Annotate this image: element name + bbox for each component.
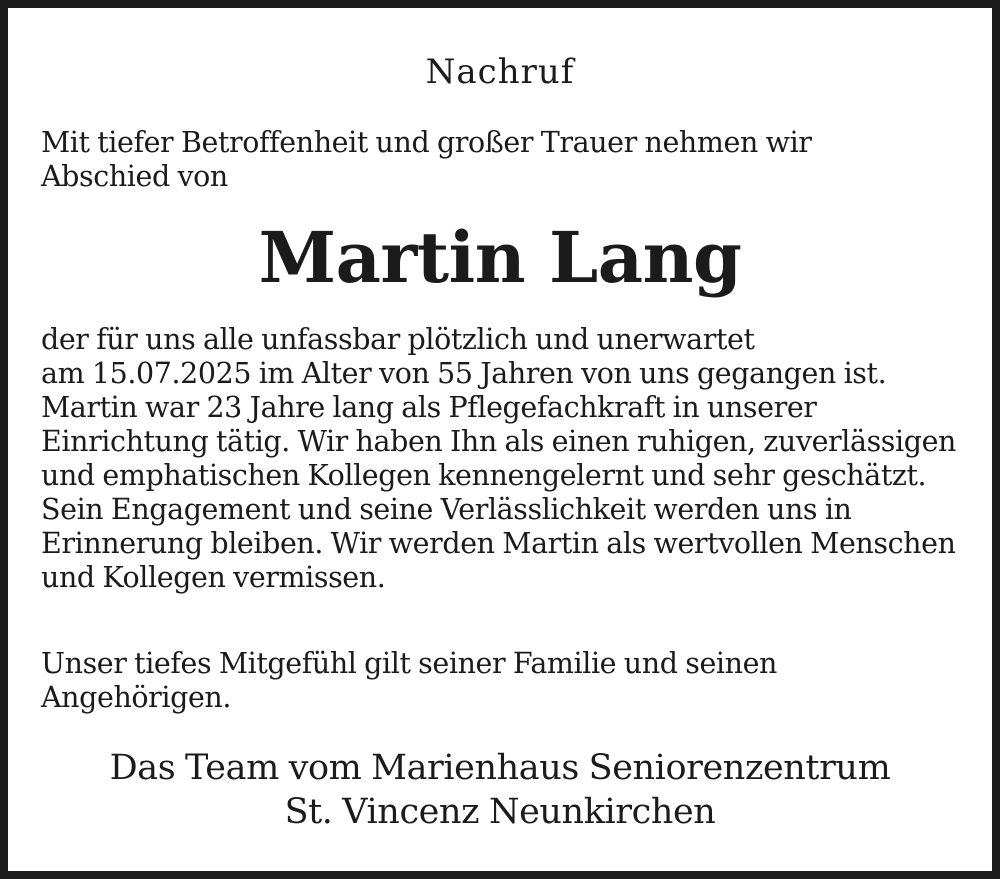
- condolence-line: Unser tiefes Mitgefühl gilt seiner Familie und seinen: [41, 647, 777, 680]
- intro-paragraph: [41, 126, 812, 194]
- body-paragraph: [41, 323, 956, 595]
- signature-block: [8, 746, 992, 834]
- notice-heading: Nachruf: [425, 52, 575, 92]
- body-line: und emphatischen Kollegen kennengelernt und sehr geschätzt.: [41, 459, 927, 492]
- intro-line: Mit tiefer Betroffenheit und großer Trauer nehmen wir: [41, 126, 812, 159]
- signature-line: Das Team vom Marienhaus Seniorenzentrum: [109, 748, 891, 788]
- signature-line: St. Vincenz Neunkirchen: [284, 792, 716, 832]
- body-line: am 15.07.2025 im Alter von 55 Jahren von uns gegangen ist.: [41, 357, 887, 390]
- condolence-paragraph: [41, 647, 777, 715]
- body-line: und Kollegen vermissen.: [41, 561, 386, 594]
- body-line: Sein Engagement und seine Verlässlichkeit werden uns in: [41, 493, 852, 526]
- condolence-line: Angehörigen.: [41, 681, 232, 714]
- body-line: Erinnerung bleiben. Wir werden Martin als wertvollen Menschen: [41, 527, 956, 560]
- body-line: Martin war 23 Jahre lang als Pflegefachkraft in unserer: [41, 391, 817, 424]
- deceased-name: Martin Lang: [258, 216, 742, 299]
- body-line: der für uns alle unfassbar plötzlich und unerwartet: [41, 323, 755, 356]
- intro-line: Abschied von: [41, 160, 228, 193]
- body-line: Einrichtung tätig. Wir haben Ihn als einen ruhigen, zuverlässigen: [41, 425, 957, 458]
